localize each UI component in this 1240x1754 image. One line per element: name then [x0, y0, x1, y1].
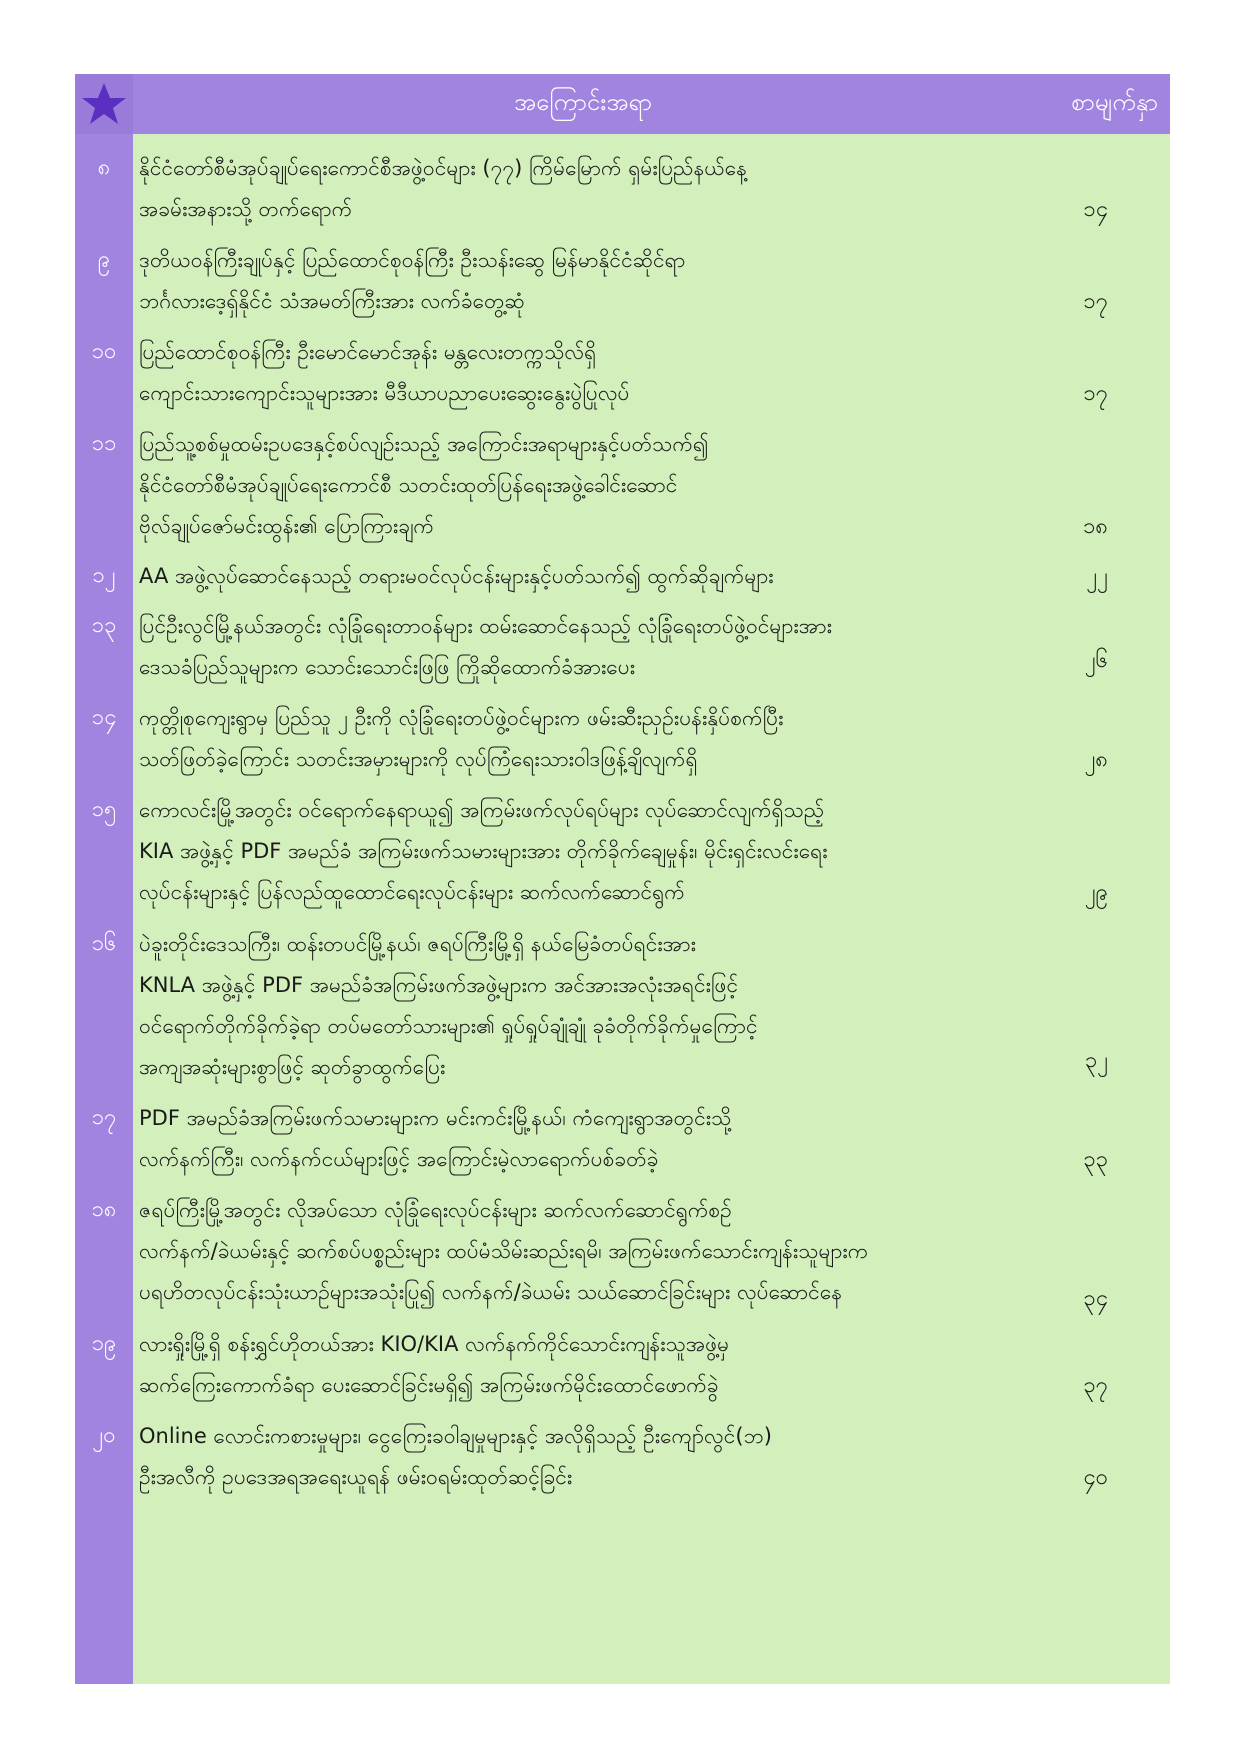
entry-number: ၉	[97, 247, 111, 272]
entry-title	[139, 240, 1039, 322]
header-page-label: စာမျက်နှာ	[1071, 88, 1158, 116]
entry-title-line: PDF အမည်ခံအကြမ်းဖက်သမားများက မင်းကင်းမြို့နယ်၊ ကံကျေးရွာအတွင်းသို့	[139, 1106, 732, 1130]
entry-title-line: ဘင်္ဂလားဒေ့ရှ်နိုင်ငံ သံအမတ်ကြီးအား လက်ခံတွေ့ဆုံ	[139, 289, 525, 313]
entry-title-line: အခမ်းအနားသို့ တက်ရောက်	[139, 197, 353, 221]
entry-number: ၁၈	[91, 1197, 117, 1222]
entry-title-line: ကုတ္တိုစုကျေးရွာမှ ပြည်သူ ၂ ဦးကို လုံခြုံရေးတပ်ဖွဲ့ဝင်များက ဖမ်းဆီးညှဉ်းပန်းနှိပ်စက်ပြီး	[139, 706, 784, 730]
entry-number: ၁၀	[91, 339, 117, 364]
entry-title-line: နိုင်ငံတော်စီမံအုပ်ချုပ်ရေးကောင်စီ သတင်းထုတ်ပြန်ရေးအဖွဲ့ခေါင်းဆောင်	[139, 473, 678, 497]
toc-entry[interactable]	[75, 148, 1170, 230]
entry-title-line: သတ်ဖြတ်ခဲ့ကြောင်း သတင်းအမှားများကို လုပ်ကြံရေးသားဝါဒဖြန့်ချိလျက်ရှိ	[139, 747, 698, 771]
table-of-contents	[75, 74, 1170, 1684]
entry-page-number: ၂၆	[1084, 648, 1108, 673]
entry-page-number: ၁၈	[1083, 514, 1108, 539]
toc-entry[interactable]	[75, 698, 1170, 780]
entry-title	[139, 556, 1039, 597]
entry-title-line: လက်နက်/ခဲယမ်းနှင့် ဆက်စပ်ပစ္စည်းများ ထပ်မံသိမ်းဆည်းရမိ၊ အကြမ်းဖက်သောင်းကျန်းသူများက	[139, 1239, 869, 1263]
entry-page-number: ၃၂	[1084, 1048, 1108, 1073]
toc-entry[interactable]	[75, 790, 1170, 913]
entry-title	[139, 606, 1039, 688]
entry-title	[139, 148, 1039, 230]
entry-title-line: ဗိုလ်ချုပ်ဇော်မင်းထွန်း၏ ပြောကြားချက်	[139, 514, 434, 538]
entry-number: ၁၇	[91, 1105, 117, 1130]
toc-entry[interactable]	[75, 924, 1170, 1088]
entry-title	[139, 924, 1039, 1088]
entry-page-number: ၁၇	[1083, 289, 1108, 314]
entry-title	[139, 1098, 1039, 1180]
entry-page-number: ၂၂	[1086, 564, 1108, 589]
toc-entry[interactable]	[75, 1324, 1170, 1406]
entry-title	[139, 1190, 1039, 1313]
entry-title	[139, 424, 1039, 547]
entry-page-number: ၃၃	[1083, 1147, 1108, 1172]
entry-number: ၁၄	[91, 705, 117, 730]
header-title: အကြောင်းအရာ	[514, 88, 652, 116]
entry-title-line: AA အဖွဲ့လုပ်ဆောင်နေသည့် တရားမဝင်လုပ်ငန်းများနှင့်ပတ်သက်၍ ထွက်ဆိုချက်များ	[139, 564, 774, 588]
entry-page-number: ၄၀	[1083, 1465, 1108, 1490]
entry-title-line: ဇရပ်ကြီးမြို့အတွင်း လိုအပ်သော လုံခြုံရေးလုပ်ငန်းများ ဆက်လက်ဆောင်ရွက်စဉ်	[139, 1198, 732, 1222]
entry-page-number: ၃၄	[1083, 1286, 1108, 1311]
star-icon	[80, 80, 128, 128]
entry-title-line: လုပ်ငန်းများနှင့် ပြန်လည်ထူထောင်ရေးလုပ်ငန်းများ ဆက်လက်ဆောင်ရွက်	[139, 880, 685, 904]
entry-title-line: ဆက်ကြေးကောက်ခံရာ ပေးဆောင်ခြင်းမရှိ၍ အကြမ်းဖက်မိုင်းထောင်ဖောက်ခွဲ	[139, 1373, 719, 1397]
toc-entry[interactable]	[75, 606, 1170, 688]
toc-entry[interactable]	[75, 240, 1170, 322]
entry-title-line: ပြည်သူ့စစ်မှုထမ်းဥပဒေနှင့်စပ်လျဉ်းသည့် အကြောင်းအရာများနှင့်ပတ်သက်၍	[139, 432, 709, 456]
entry-title-line: ပရဟိတလုပ်ငန်းသုံးယာဉ်များအသုံးပြု၍ လက်နက်/ခဲယမ်း သယ်ဆောင်ခြင်းများ လုပ်ဆောင်နေ	[139, 1280, 843, 1304]
entry-title-line: လက်နက်ကြီး၊ လက်နက်ငယ်များဖြင့် အကြောင်းမဲ့လာရောက်ပစ်ခတ်ခဲ့	[139, 1147, 659, 1171]
entry-number: ၈	[97, 155, 111, 180]
entry-title-line: ကျောင်းသားကျောင်းသူများအား မီဒီယာပညာပေးဆွေးနွေးပွဲပြုလုပ်	[139, 381, 630, 405]
toc-entry[interactable]	[75, 424, 1170, 547]
entry-number: ၁၉	[91, 1331, 117, 1356]
entry-title-line: ကောလင်းမြို့အတွင်း ဝင်ရောက်နေရာယူ၍ အကြမ်းဖက်လုပ်ရပ်များ လုပ်ဆောင်လျက်ရှိသည့်	[139, 798, 825, 822]
entry-number: ၁၂	[92, 563, 116, 588]
entry-title-line: နိုင်ငံတော်စီမံအုပ်ချုပ်ရေးကောင်စီအဖွဲ့ဝင်များ (၇၇) ကြိမ်မြောက် ရှမ်းပြည်နယ်နေ့	[139, 156, 748, 180]
entry-number: ၂၀	[92, 1423, 116, 1448]
entry-title	[139, 1416, 1039, 1498]
entry-number: ၁၆	[91, 931, 117, 956]
entry-page-number: ၁၇	[1083, 381, 1108, 406]
entry-title	[139, 332, 1039, 414]
entry-number: ၁၅	[91, 797, 117, 822]
entry-title-line: ပြည်ထောင်စုဝန်ကြီး ဦးမောင်မောင်အုန်း မန္တလေးတက္ကသိုလ်ရှိ	[139, 340, 597, 364]
entry-number: ၁၁	[91, 431, 117, 456]
entry-title	[139, 790, 1039, 913]
entry-title-line: KNLA အဖွဲ့နှင့် PDF အမည်ခံအကြမ်းဖက်အဖွဲ့များက အင်အားအလုံးအရင်းဖြင့်	[139, 973, 739, 997]
entry-title-line: KIA အဖွဲ့နှင့် PDF အမည်ခံ အကြမ်းဖက်သမားများအား တိုက်ခိုက်ချေမှုန်း၊ မိုင်းရှင်းလင်းရေး	[139, 839, 828, 863]
entry-title	[139, 698, 1039, 780]
entry-page-number: ၁၄	[1083, 197, 1108, 222]
toc-entry[interactable]	[75, 332, 1170, 414]
entry-number: ၁၃	[91, 613, 117, 638]
entry-title-line: ဒုတိယဝန်ကြီးချုပ်နှင့် ပြည်ထောင်စုဝန်ကြီး ဦးသန်းဆွေ မြန်မာနိုင်ငံဆိုင်ရာ	[139, 248, 686, 272]
entry-title-line: ပြင်ဦးလွင်မြို့နယ်အတွင်း လုံခြုံရေးတာဝန်များ ထမ်းဆောင်နေသည့် လုံခြုံရေးတပ်ဖွဲ့ဝင်များအား	[139, 614, 832, 638]
star-cell	[75, 74, 133, 134]
entry-title-line: အကျအဆုံးများစွာဖြင့် ဆုတ်ခွာထွက်ပြေး	[139, 1055, 446, 1079]
entry-title-line: ဒေသခံပြည်သူများက သောင်းသောင်းဖြဖြ ကြိုဆိုထောက်ခံအားပေး	[139, 655, 636, 679]
entry-title	[139, 1324, 1039, 1406]
toc-header	[75, 74, 1170, 134]
toc-entry[interactable]	[75, 1098, 1170, 1180]
entry-page-number: ၃၇	[1083, 1373, 1108, 1398]
toc-entry[interactable]	[75, 1416, 1170, 1498]
toc-entry[interactable]	[75, 1190, 1170, 1313]
entry-title-line: ဝင်ရောက်တိုက်ခိုက်ခဲ့ရာ တပ်မတော်သားများ၏ ရှုပ်ရှုပ်ချုံချုံ ခုခံတိုက်ခိုက်မှုကြောင့်	[139, 1014, 758, 1038]
entry-title-line: Online လောင်းကစားမှုများ၊ ငွေကြေးခဝါချမှုများနှင့် အလိုရှိသည့် ဦးကျော်လွင်(ဘ)	[139, 1424, 772, 1448]
entry-title-line: ပဲခူးတိုင်းဒေသကြီး၊ ထန်းတပင်မြို့နယ်၊ ဇရပ်ကြီးမြို့ရှိ နယ်မြေခံတပ်ရင်းအား	[139, 932, 696, 956]
entry-title-line: ဦးအလီကို ဥပဒေအရအရေးယူရန် ဖမ်းဝရမ်းထုတ်ဆင့်ခြင်း	[139, 1465, 573, 1489]
entry-page-number: ၂၈	[1084, 747, 1108, 772]
entry-title-line: လားရှိုးမြို့ရှိ စန်းရွှင်ဟိုတယ်အား KIO/KIA လက်နက်ကိုင်သောင်းကျန်းသူအဖွဲ့မှ	[139, 1332, 730, 1356]
toc-entry[interactable]	[75, 556, 1170, 597]
entry-page-number: ၂၉	[1084, 880, 1108, 905]
